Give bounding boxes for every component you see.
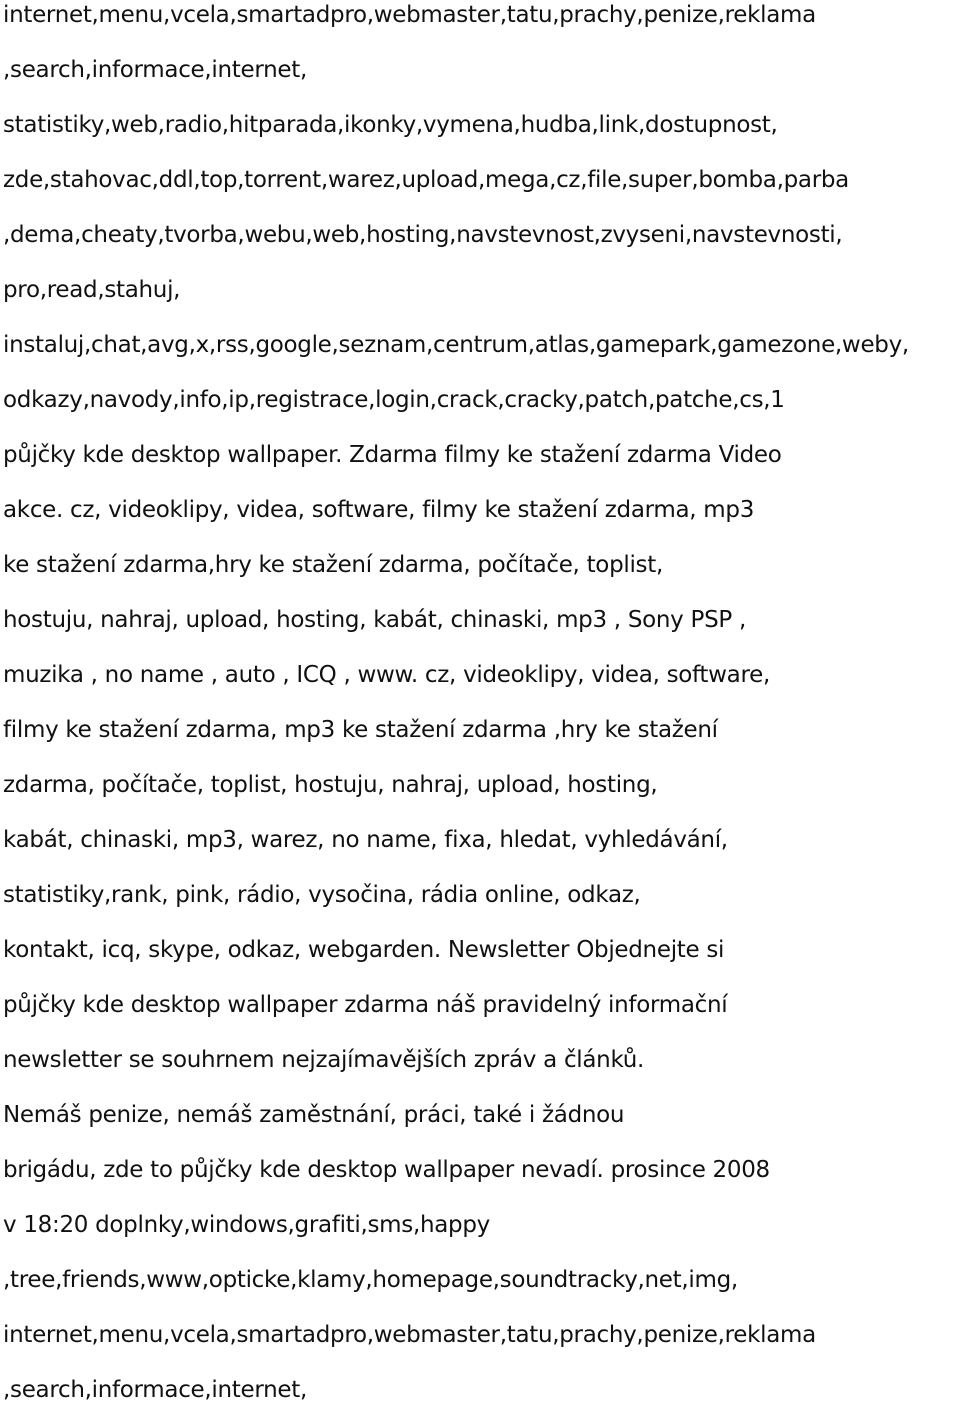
text-line: muzika , no name , auto , ICQ , www. cz, videoklipy, videa, software, <box>3 662 770 688</box>
text-line: filmy ke stažení zdarma, mp3 ke stažení zdarma ,hry ke stažení <box>3 717 718 743</box>
text-line: Nemáš penize, nemáš zaměstnání, práci, také i žádnou <box>3 1102 625 1128</box>
text-line: statistiky,rank, pink, rádio, vysočina, rádia online, odkaz, <box>3 882 641 908</box>
text-line: zdarma, počítače, toplist, hostuju, nahraj, upload, hosting, <box>3 772 658 798</box>
text-line: ,search,informace,internet, <box>3 57 307 83</box>
text-line: odkazy,navody,info,ip,registrace,login,crack,cracky,patch,patche,cs,1 <box>3 387 785 413</box>
text-line: akce. cz, videoklipy, videa, software, filmy ke stažení zdarma, mp3 <box>3 497 755 523</box>
text-line: newsletter se souhrnem nejzajímavějších zpráv a článků. <box>3 1047 645 1073</box>
text-line: ke stažení zdarma,hry ke stažení zdarma, počítače, toplist, <box>3 552 663 578</box>
text-line: půjčky kde desktop wallpaper zdarma náš pravidelný informační <box>3 992 728 1018</box>
text-line: instaluj,chat,avg,x,rss,google,seznam,centrum,atlas,gamepark,gamezone,weby, <box>3 332 909 358</box>
text-line: pro,read,stahuj, <box>3 277 181 303</box>
text-line: půjčky kde desktop wallpaper. Zdarma filmy ke stažení zdarma Video <box>3 442 782 468</box>
text-line: ,tree,friends,www,opticke,klamy,homepage,soundtracky,net,img, <box>3 1267 738 1293</box>
text-line: hostuju, nahraj, upload, hosting, kabát, chinaski, mp3 , Sony PSP , <box>3 607 746 633</box>
text-line: kabát, chinaski, mp3, warez, no name, fixa, hledat, vyhledávání, <box>3 827 728 853</box>
text-line: ,search,informace,internet, <box>3 1377 307 1403</box>
text-line: zde,stahovac,ddl,top,torrent,warez,upload,mega,cz,file,super,bomba,parba <box>3 167 849 193</box>
text-line: ,dema,cheaty,tvorba,webu,web,hosting,navstevnost,zvyseni,navstevnosti, <box>3 222 843 248</box>
text-line: internet,menu,vcela,smartadpro,webmaster,tatu,prachy,penize,reklama <box>3 1322 816 1348</box>
text-line: statistiky,web,radio,hitparada,ikonky,vymena,hudba,link,dostupnost, <box>3 112 778 138</box>
text-line: v 18:20 doplnky,windows,grafiti,sms,happy <box>3 1212 490 1238</box>
text-line: brigádu, zde to půjčky kde desktop wallpaper nevadí. prosince 2008 <box>3 1157 770 1183</box>
text-line: kontakt, icq, skype, odkaz, webgarden. Newsletter Objednejte si <box>3 937 725 963</box>
text-line: internet,menu,vcela,smartadpro,webmaster,tatu,prachy,penize,reklama <box>3 2 816 28</box>
